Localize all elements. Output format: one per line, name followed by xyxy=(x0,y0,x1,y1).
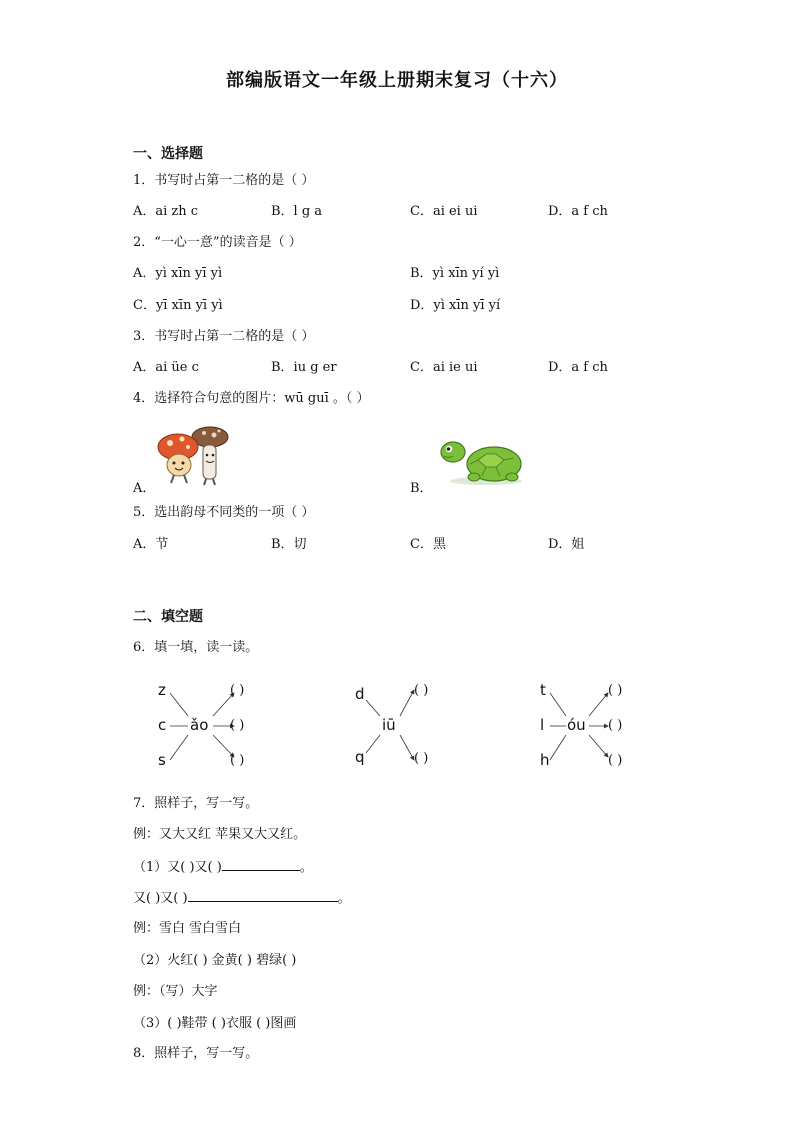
period: 。 xyxy=(299,860,313,875)
option-b[interactable]: B．l g a xyxy=(271,204,323,219)
option-c[interactable]: C．ai ie ui xyxy=(410,360,478,375)
option-c[interactable]: C．yī xīn yī yì xyxy=(133,298,223,313)
answer-blank[interactable]: ( ) xyxy=(414,683,429,698)
answer-blank[interactable]: ( ) xyxy=(608,718,623,733)
option-b[interactable]: B．yì xīn yí yì xyxy=(410,266,500,281)
question-stem: 3．书写时占第一二格的是（ ） xyxy=(133,329,315,344)
initial-letter: t xyxy=(540,681,546,699)
option-a[interactable]: A．yì xīn yī yì xyxy=(133,266,223,281)
answer-blank[interactable]: ( ) xyxy=(414,751,429,766)
fill-prompt: 又( )又( ) xyxy=(133,891,188,906)
answer-blank[interactable]: ( ) xyxy=(230,683,245,698)
section-heading: 二、填空题 xyxy=(133,609,203,625)
initial-letter: z xyxy=(158,681,166,699)
answer-blank[interactable]: ( ) xyxy=(230,753,245,768)
page-title: 部编版语文一年级上册期末复习（十六） xyxy=(226,70,568,91)
option-d[interactable]: D．a f ch xyxy=(548,204,608,219)
question-stem: 2．“一心一意”的读音是（ ） xyxy=(133,235,302,250)
example-text: 例：（写）大字 xyxy=(133,984,218,999)
initial-letter: c xyxy=(158,716,167,734)
initial-letter: q xyxy=(355,748,365,766)
option-a[interactable]: A．ai zh c xyxy=(133,204,199,219)
fill-line xyxy=(133,860,313,874)
initial-letter: d xyxy=(355,685,365,703)
final-label: óu xyxy=(567,716,586,734)
final-label: ǎo xyxy=(190,716,209,734)
fill-line[interactable]: （3）( )鞋带 ( )衣服 ( )图画 xyxy=(133,1016,297,1031)
fill-line[interactable]: （2）火红( ) 金黄( ) 碧绿( ) xyxy=(133,953,297,968)
option-d[interactable]: D．yì xīn yī yí xyxy=(410,298,501,313)
answer-blank[interactable]: ( ) xyxy=(230,718,245,733)
question-stem: 6．填一填，读一读。 xyxy=(133,640,259,655)
initial-letter: l xyxy=(540,716,545,734)
question-stem: 7．照样子，写一写。 xyxy=(133,796,259,811)
section-heading: 一、选择题 xyxy=(133,146,203,162)
fill-line xyxy=(133,891,351,905)
answer-line[interactable] xyxy=(222,860,300,871)
period: 。 xyxy=(337,891,351,906)
option-b[interactable]: B．切 xyxy=(271,537,307,552)
option-a[interactable]: A． xyxy=(133,481,156,496)
answer-line[interactable] xyxy=(188,891,338,902)
option-b[interactable]: B．iu g er xyxy=(271,360,337,375)
option-d[interactable]: D．a f ch xyxy=(548,360,608,375)
question-stem: 8．照样子，写一写。 xyxy=(133,1046,259,1061)
question-stem: 1．书写时占第一二格的是（ ） xyxy=(133,173,315,188)
answer-blank[interactable]: ( ) xyxy=(608,683,623,698)
option-d[interactable]: D．姐 xyxy=(548,537,585,552)
question-stem: 4．选择符合句意的图片：wū guī 。（ ） xyxy=(133,391,370,406)
option-b[interactable]: B． xyxy=(410,481,433,496)
fill-prompt: （1）又( )又( ) xyxy=(133,860,222,875)
question-stem: 5．选出韵母不同类的一项（ ） xyxy=(133,505,315,520)
example-text: 例：又大又红 苹果又大又红。 xyxy=(133,827,307,842)
answer-blank[interactable]: ( ) xyxy=(608,753,623,768)
initial-letter: h xyxy=(540,751,550,769)
option-c[interactable]: C．ai ei ui xyxy=(410,204,478,219)
option-a[interactable]: A．ai üe c xyxy=(133,360,199,375)
final-label: iū xyxy=(382,716,396,734)
option-c[interactable]: C．黑 xyxy=(410,537,446,552)
initial-letter: s xyxy=(158,751,166,769)
example-text: 例：雪白 雪白雪白 xyxy=(133,921,242,936)
option-a[interactable]: A．节 xyxy=(133,537,169,552)
